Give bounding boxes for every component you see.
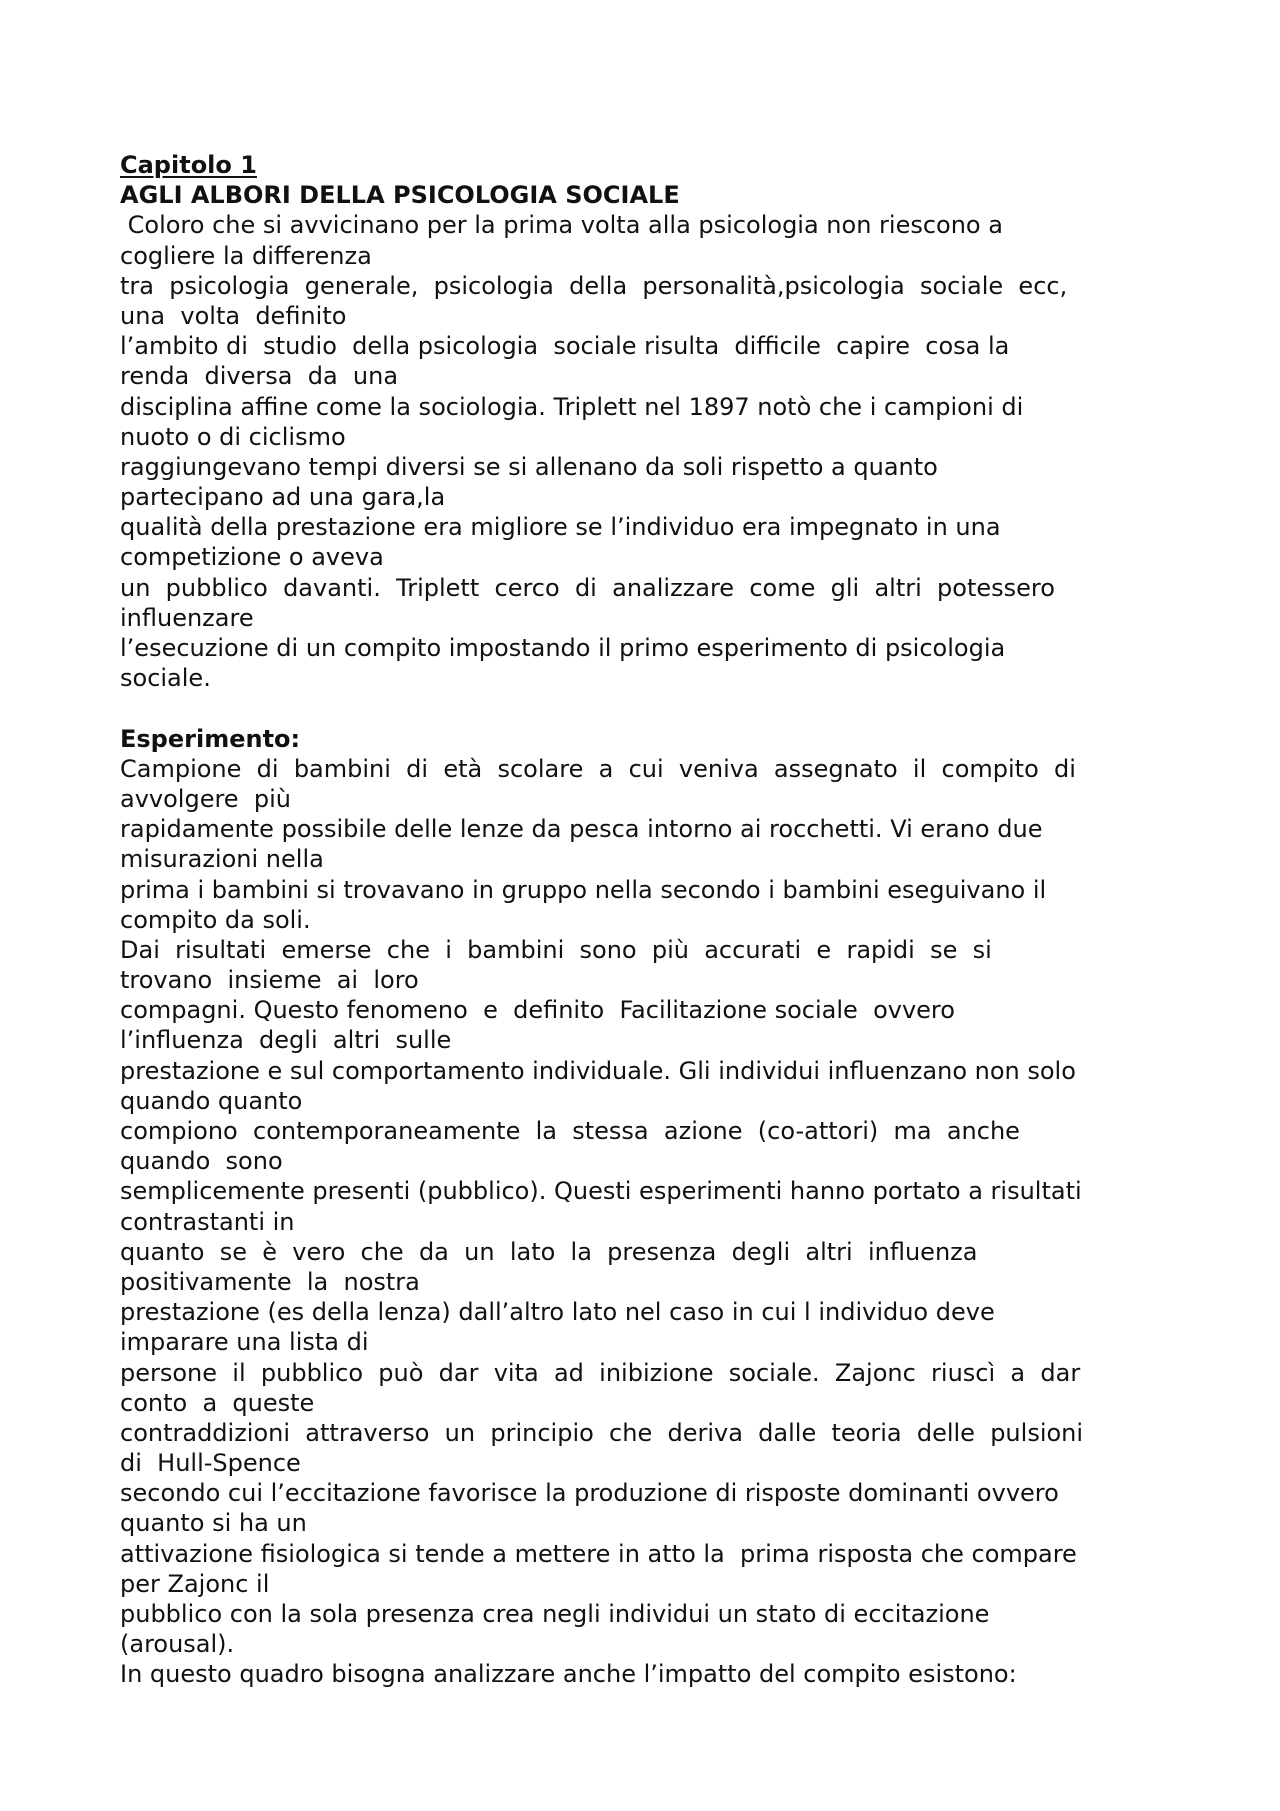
text-line: prima i bambini si trovavano in gruppo nella secondo i bambini eseguivano il — [120, 875, 1047, 904]
text-line: avvolgere più — [120, 784, 291, 813]
text-line: partecipano ad una gara,la — [120, 483, 446, 512]
text-line: persone il pubblico può dar vita ad inibizione sociale. Zajonc riuscì a dar — [120, 1358, 1081, 1387]
experiment-heading: Esperimento: — [120, 724, 301, 753]
text-line: qualità della prestazione era migliore se l’individuo era impegnato in una — [120, 513, 1001, 542]
text-line: una volta definito — [120, 301, 347, 330]
text-line: imparare una lista di — [120, 1328, 369, 1357]
text-line: l’esecuzione di un compito impostando il primo esperimento di psicologia — [120, 634, 1006, 662]
text-line: renda diversa da una — [120, 362, 399, 391]
experiment-paragraph — [120, 754, 1160, 1690]
text-line: raggiungevano tempi diversi se si allenano da soli rispetto a quanto — [120, 452, 938, 481]
text-line: attivazione fisiologica si tende a mettere in atto la prima risposta che compare — [120, 1539, 1077, 1568]
text-line: sociale. — [120, 664, 211, 693]
text-line: Coloro che si avvicinano per la prima volta alla psicologia non riescono a — [120, 211, 1003, 240]
text-line: disciplina affine come la sociologia. Triplett nel 1897 notò che i campioni di — [120, 392, 1024, 421]
text-line: pubblico con la sola presenza crea negli individui un stato di eccitazione — [120, 1600, 990, 1628]
text-line: quando quanto — [120, 1086, 303, 1115]
text-line: compito da soli. — [120, 905, 311, 934]
text-line: quanto se è vero che da un lato la presenza degli altri influenza — [120, 1237, 978, 1266]
text-line: quanto si ha un — [120, 1509, 307, 1538]
text-line: conto a queste — [120, 1388, 315, 1417]
document-body — [120, 150, 1160, 1690]
text-line: (arousal). — [120, 1630, 235, 1659]
text-line: per Zajonc il — [120, 1569, 270, 1598]
text-line: Campione di bambini di età scolare a cui veniva assegnato il compito di — [120, 754, 1076, 783]
text-line: di Hull-Spence — [120, 1449, 301, 1478]
paragraph-spacer — [120, 693, 1160, 723]
text-line: l’influenza degli altri sulle — [120, 1026, 452, 1055]
text-line: contrastanti in — [120, 1207, 295, 1236]
text-line: quando sono — [120, 1147, 283, 1176]
text-line: tra psicologia generale, psicologia della personalità,psicologia sociale ecc, — [120, 271, 1068, 300]
text-line: contraddizioni attraverso un principio che deriva dalle teoria delle pulsioni — [120, 1418, 1084, 1447]
text-line: semplicemente presenti (pubblico). Questi esperimenti hanno portato a risultati — [120, 1177, 1082, 1206]
text-line: trovano insieme ai loro — [120, 966, 419, 995]
chapter-title: AGLI ALBORI DELLA PSICOLOGIA SOCIALE — [120, 181, 680, 210]
text-line: nuoto o di ciclismo — [120, 422, 346, 451]
text-line: l’ambito di studio della psicologia sociale risulta difficile capire cosa la — [120, 332, 1010, 361]
text-line: positivamente la nostra — [120, 1267, 420, 1296]
text-line: compiono contemporaneamente la stessa azione (co-attori) ma anche — [120, 1117, 1020, 1145]
text-line: rapidamente possibile delle lenze da pesca intorno ai rocchetti. Vi erano due — [120, 815, 1043, 844]
chapter-label: Capitolo 1 — [120, 151, 257, 179]
text-line: misurazioni nella — [120, 845, 324, 874]
text-line: competizione o aveva — [120, 543, 384, 572]
text-line: prestazione (es della lenza) dall’altro lato nel caso in cui l individuo deve — [120, 1298, 995, 1327]
text-line: cogliere la differenza — [120, 241, 372, 270]
text-line: prestazione e sul comportamento individuale. Gli individui influenzano non solo — [120, 1056, 1076, 1085]
text-line: influenzare — [120, 603, 254, 632]
text-line: un pubblico davanti. Triplett cerco di analizzare come gli altri potessero — [120, 573, 1055, 602]
text-line: In questo quadro bisogna analizzare anche l’impatto del compito esistono: — [120, 1660, 1017, 1689]
intro-paragraph — [120, 210, 1160, 693]
text-line: compagni. Questo fenomeno e definito Facilitazione sociale ovvero — [120, 996, 955, 1025]
text-line: secondo cui l’eccitazione favorisce la produzione di risposte dominanti ovvero — [120, 1479, 1059, 1508]
text-line: Dai risultati emerse che i bambini sono più accurati e rapidi se si — [120, 935, 992, 964]
